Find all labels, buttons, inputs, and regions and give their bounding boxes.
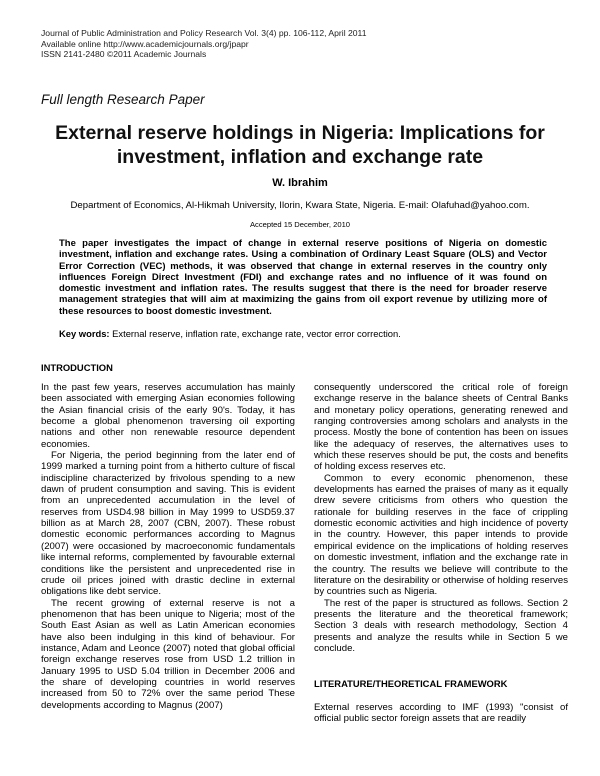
title-line-2: investment, inflation and exchange rate	[116, 146, 484, 168]
paper-title	[40, 121, 560, 169]
journal-citation: Journal of Public Administration and Policy Research Vol. 3(4) pp. 106-112, April 2011	[41, 28, 367, 38]
journal-issn: ISSN 2141-2480 ©2011 Academic Journals	[41, 49, 207, 60]
author: W. Ibrahim	[272, 177, 328, 189]
intro-paragraph-4: consequently underscored the critical role of foreign exchange reserve in the balance sheets of Central Banks and monetary policy operations, generating renewed and ranging controversies among scholars and analysts in the process. Mostly the bone of contention has been on issues like the adequacy of reserves, the alternatives uses to which these reserves should be put, the costs and benefits of holding excess reserves etc.	[314, 382, 568, 473]
paper-type: Full length Research Paper	[41, 92, 205, 107]
journal-header	[41, 28, 366, 60]
journal-url: Available online http://www.academicjournals.org/jpapr	[41, 38, 249, 49]
abstract: The paper investigates the impact of change in external reserve positions of Nigeria on domestic investment, inflation and exchange rates. Using a combination of Ordinary Least Square (OLS) and Vector Error Correction (VEC) methods, it was observed that change in external reserves in the country only influences Foreign Direct Investment (FDI) and exchange rates and no influence of it was found on domestic investment and inflation rates. The results suggest that there is the need for broader reserve management strategies that will aim at maximizing the gains from oil export revenue by utilizing more of these resources to boost domestic investment.	[59, 238, 547, 317]
literature-heading: LITERATURE/THEORETICAL FRAMEWORK	[314, 678, 508, 690]
intro-paragraph-2: For Nigeria, the period beginning from the later end of 1999 marked a turning point from a hitherto culture of fiscal indiscipline characterized by frivolous spending to a new dawn of prudent consumption and saving. This is evident from an unprecedented accumulation in the level of reserves from USD4.98 billion in May 1999 to USD59.37 billion as at March 28, 2007 (CBN, 2007). These robust domestic economic performances according to Magnus (2007) were occasioned by macroeconomic fundamentals like internal reforms, complemented by favourable external conditions like the persistent and unprecedented rise in crude oil prices joined with drastic decline in external obligations like debt service.	[41, 450, 295, 598]
affiliation: Department of Economics, Al-Hikmah University, Ilorin, Kwara State, Nigeria. E-mail: Olafuhad@yahoo.com.	[70, 200, 530, 211]
intro-paragraph-3: The recent growing of external reserve is not a phenomenon that has been unique to Nigeria; most of the South East Asian as well as Latin American economies have also been indulging in this kind of behaviour. For instance, Adam and Leonce (2007) noted that global official foreign exchange reserves rose from USD 1.2 trillion in January 1995 to USD 5.04 trillion in December 2006 and the share of developing countries in world reserves increased from 50 to 72% over the same period These developments according to Magnus (2007)	[41, 597, 295, 711]
intro-paragraph-6: The rest of the paper is structured as follows. Section 2 presents the literature and the theoretical framework; Section 3 deals with research methodology, Section 4 presents and analyze the results while in Section 5 we conclude.	[314, 597, 568, 654]
accepted-date: Accepted 15 December, 2010	[249, 220, 351, 229]
keywords	[59, 328, 547, 339]
right-column	[314, 382, 568, 724]
title-line-1: External reserve holdings in Nigeria: Implications for	[55, 122, 545, 144]
literature-paragraph-1: External reserves according to IMF (1993) "consist of official public sector foreign assets that are readily	[314, 701, 568, 724]
left-column	[41, 382, 295, 711]
keywords-text: External reserve, inflation rate, exchange rate, vector error correction.	[109, 328, 401, 339]
introduction-heading: INTRODUCTION	[41, 362, 113, 373]
intro-paragraph-5: Common to every economic phenomenon, these developments has earned the praises of many as it equally drew severe criticisms from others who question the rationale for building reserves in the face of crippling domestic economic activities and high incidence of poverty in the country. However, this paper intends to provide empirical evidence on the implications of holding reserves on domestic investment, inflation and the exchange rate in the country. The results we believe will contribute to the literature on the desirability or otherwise of holding reserves by countries such as Nigeria.	[314, 472, 568, 598]
keywords-label: Key words:	[59, 328, 110, 339]
intro-paragraph-1: In the past few years, reserves accumulation has mainly been associated with emerging Asian economies following the Asian financial crisis of the early 90's. Today, it has become a global phenomenon traversing oil exporting nations and other non renewable resource dependent economies.	[41, 382, 295, 450]
